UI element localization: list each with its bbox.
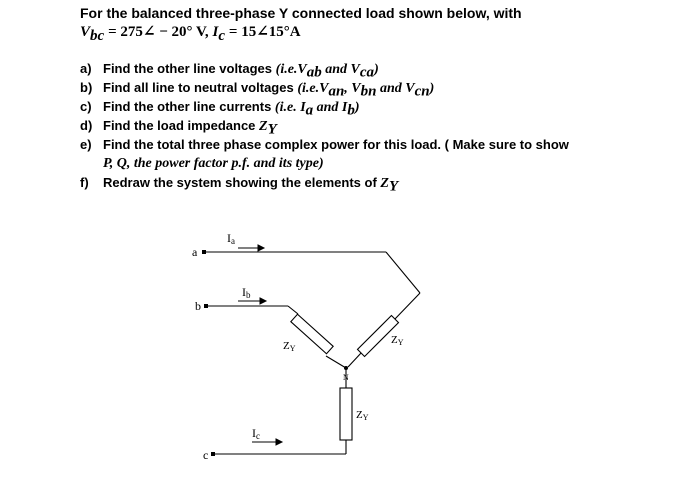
z-left-label: ZY [283,340,296,353]
right-branch-wire [394,293,420,320]
current-b-arrow-head [260,298,266,304]
given-values: $V_{bc}$ = 275∠ − 20° V, $I_c$ = 15∠15°A [80,24,301,44]
current-a-label: Ia [227,231,235,246]
impedance-bottom-box [340,388,352,440]
node-c-label: c [203,448,209,462]
node-b-label: b [195,299,201,313]
line-a-bend [386,252,420,293]
terminal-c [211,452,215,456]
current-b-label: Ib [242,285,251,300]
left-branch-wire [288,306,298,314]
current-a-arrow-head [258,245,264,251]
z-bottom-label: ZY [356,409,369,422]
current-c-arrow-head [276,439,282,445]
z-right-label: ZY [391,334,404,347]
left-branch-wire-lower [326,356,346,368]
problem-intro: For the balanced three-phase Y connected load shown below, with [80,5,522,21]
neutral-node [344,366,348,370]
current-c-label: Ic [252,426,260,441]
node-a-label: a [192,245,198,259]
terminal-a [202,250,206,254]
terminal-b [204,304,208,308]
neutral-label: N [343,373,349,382]
impedance-left-box [291,314,333,354]
right-branch-wire-lower [348,352,362,367]
